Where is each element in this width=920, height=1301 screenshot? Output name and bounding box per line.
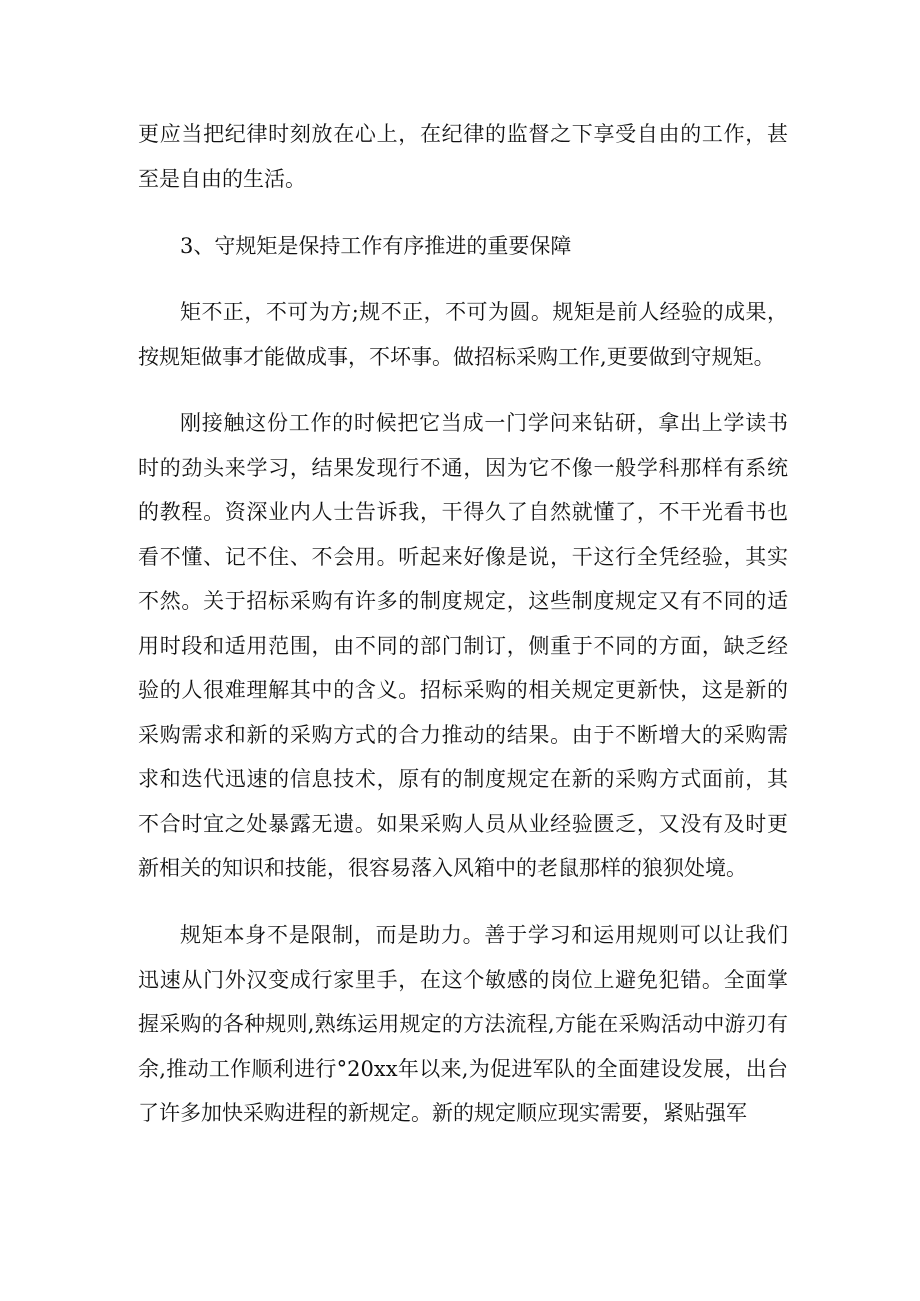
paragraph-rules-as-help: 规矩本身不是限制，而是助力。善于学习和运用规则可以让我们迅速从门外汉变成行家里手，在这个敏感的岗位上避免犯错。全面掌握采购的各种规则,熟练运用规定的方法流程,方能在采购活动中游刃有余,推动工作顺利进行°20xx年以来,为促进军队的全面建设发展，出台了许多加快采购进程的新规定。新的规定顺应现实需要，紧贴强军 bbox=[138, 923, 788, 1125]
section-heading-3: 3、守规矩是保持工作有序推进的重要保障 bbox=[180, 234, 572, 258]
paragraph-discipline-freedom: 更应当把纪律时刻放在心上，在纪律的监督之下享受自由的工作，甚至是自由的生活。 bbox=[138, 122, 788, 191]
paragraph-rules-intro: 矩不正，不可为方;规不正，不可为圆。规矩是前人经验的成果，按规矩做事才能做成事，不坏事。做招标采购工作,更要做到守规矩。 bbox=[138, 300, 788, 369]
paragraph-learning-experience: 刚接触这份工作的时候把它当成一门学问来钻研，拿出上学读书时的劲头来学习，结果发现行不通，因为它不像一般学科那样有系统的教程。资深业内人士告诉我，干得久了自然就懂了，不干光看书也看不懂、记不住、不会用。听起来好像是说，干这行全凭经验，其实不然。关于招标采购有许多的制度规定，这些制度规定又有不同的适用时段和适用范围，由不同的部门制订，侧重于不同的方面，缺乏经验的人很难理解其中的含义。招标采购的相关规定更新快，这是新的采购需求和新的采购方式的合力推动的结果。由于不断增大的采购需求和迭代迅速的信息技术，原有的制度规定在新的采购方式面前，其不合时宜之处暴露无遗。如果采购人员从业经验匮乏，又没有及时更新相关的知识和技能，很容易落入风箱中的老鼠那样的狼狈处境。 bbox=[138, 411, 788, 880]
